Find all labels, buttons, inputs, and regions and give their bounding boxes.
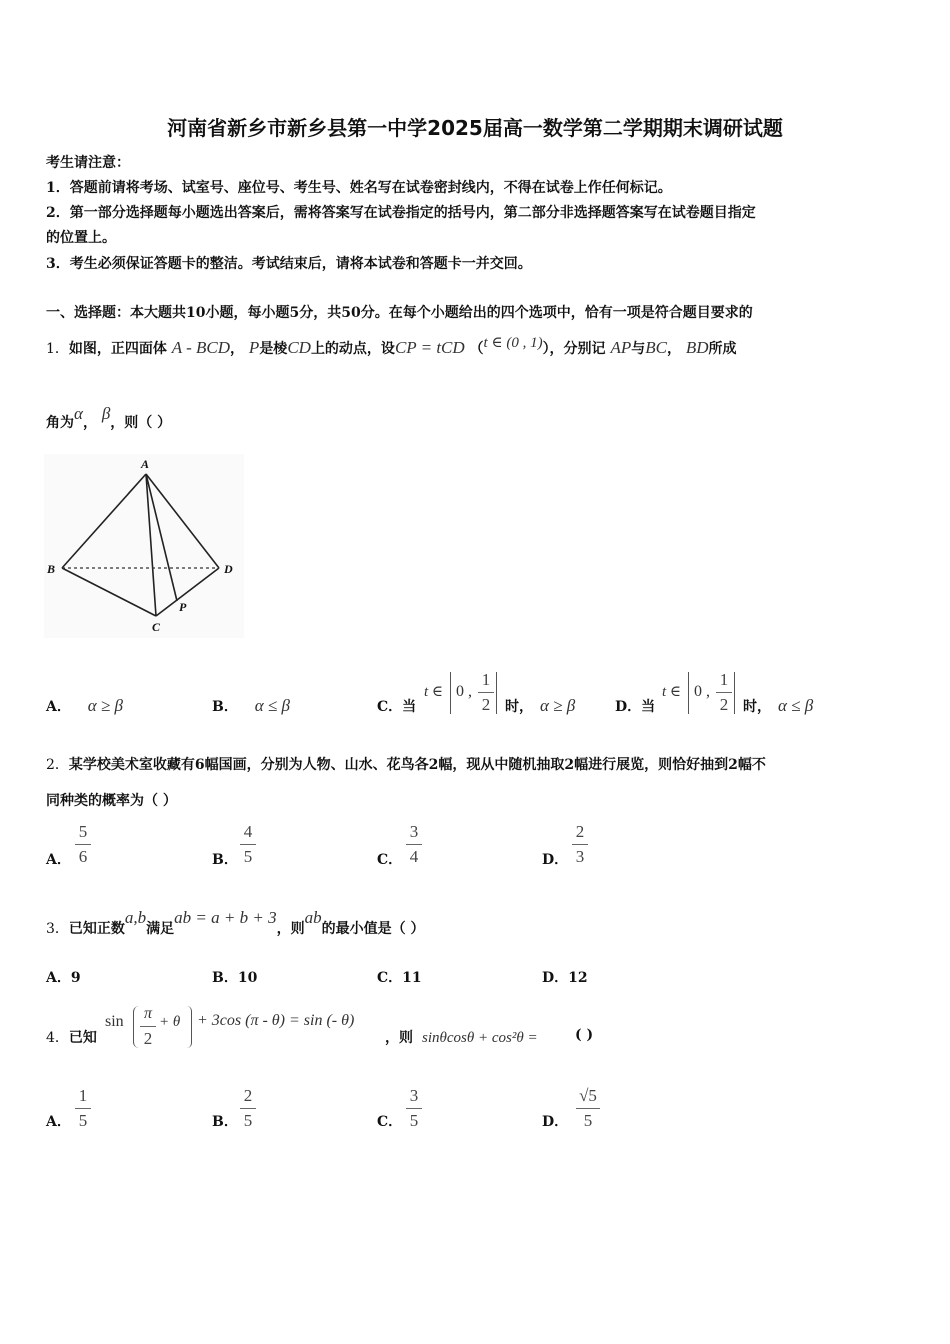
q1-option-d-t: t ∈ [662,684,682,700]
q4-option-b[interactable]: B． [212,1114,238,1130]
q2-option-b-frac: 4 5 [238,822,258,867]
q2-option-c-frac: 3 4 [404,822,424,867]
q1-text: 如图，正四面体 [68,341,167,357]
q2-option-a-frac: 5 6 [73,822,93,867]
q1-option-c-math: α ≥ β [540,696,576,715]
q1-option-c-label[interactable]: C．当 [377,699,417,715]
notice-item-2-cont: 的位置上。 [46,230,116,246]
math-bc: BC [645,338,667,357]
q4-option-a-frac: 1 5 [73,1086,93,1131]
q1-option-c-after: 时， [505,699,533,715]
q4-option-d[interactable]: D． [542,1114,569,1130]
math-ab-vars: a,b [124,908,147,927]
q3-option-c[interactable]: C．11 [377,970,422,986]
q4-option-b-frac: 2 5 [238,1086,258,1131]
label-b: B [47,562,56,576]
q1-option-c-zero: 0 , [456,683,472,700]
math-bd: BD [685,338,709,357]
notice-heading: 考生请注意： [46,155,130,171]
q3-option-b[interactable]: B．10 [212,970,258,986]
math-beta: β [101,404,111,423]
q1-option-d-label[interactable]: D．当 [615,699,656,715]
notice-item-3: 3．考生必须保证答题卡的整洁。考试结束后，请将本试卷和答题卡一并交回。 [46,256,532,272]
math-q4-rest: + 3cos (π - θ) = sin (- θ) [197,1012,355,1029]
math-q4-target: sinθcosθ + cos²θ = [422,1030,538,1046]
math-tetrahedron: A - BCD [171,338,231,357]
math-cp-eq: CP = tCD [394,338,465,357]
q1-option-b[interactable]: B． α ≤ β [212,696,290,715]
question-1-line-1: 1．如图，正四面体 A - BCD， P是棱CD上的动点，设CP = tCD （t ∈ (0 , 1)），分别记 AP与BC， BD所成 [46,335,737,357]
q4-option-c-frac: 3 5 [404,1086,424,1131]
math-alpha: α [74,404,83,423]
q4-option-a[interactable]: A． [46,1114,71,1130]
q1-option-d-math: α ≤ β [778,696,814,715]
q2-option-d[interactable]: D． [542,852,569,868]
math-plus-theta: + θ [159,1014,181,1030]
math-edge-cd: CD [287,338,311,357]
math-ap: AP [610,338,632,357]
question-3: 3．已知正数a,b满足ab = a + b + 3，则ab的最小值是（ ） [46,908,425,937]
q2-option-d-frac: 2 3 [570,822,590,867]
question-2-line-2: 同种类的概率为（ ） [46,793,177,809]
q2-option-b[interactable]: B． [212,852,238,868]
section-heading: 一、选择题：本大题共10小题，每小题5分，共50分。在每个小题给出的四个选项中，恰有一项是符合题目要求的 [46,305,753,321]
question-1-line-2: 角为α， β，则（ ） [46,404,172,431]
math-ab: ab [304,908,322,927]
page-title: 河南省新乡市新乡县第一中学2025届高一数学第二学期期末调研试题 [167,116,783,140]
q2-option-c[interactable]: C． [377,852,403,868]
math-t-range: t ∈ (0 , 1) [483,335,543,351]
q1-option-a[interactable]: A． α ≥ β [46,696,123,715]
label-p: P [179,600,187,614]
label-a: A [141,457,150,471]
q4-option-d-frac: √5 5 [574,1086,602,1131]
question-4-start: 4．已知 [46,1030,97,1046]
q1-option-d-after: 时， [743,699,771,715]
label-d: D [224,562,233,576]
label-c: C [152,620,161,634]
q1-option-d-zero: 0 , [694,683,710,700]
q4-then: ，则 [385,1030,413,1046]
question-number: 1． [46,341,69,357]
q3-option-d[interactable]: D．12 [542,970,588,986]
q1-option-d-half: 1 2 [714,670,734,715]
q1-option-c-half: 1 2 [476,670,496,715]
math-point-p: P [248,338,260,357]
q4-paren: ( ) [575,1027,594,1043]
tetrahedron-figure [44,454,244,638]
notice-item-2: 2．第一部分选择题每小题选出答案后，需将答案写在试卷指定的括号内，第二部分非选择题答案写在试卷题目指定 [46,205,756,221]
q4-option-c[interactable]: C． [377,1114,403,1130]
math-ab-eq: ab = a + b + 3 [174,908,277,927]
q3-option-a[interactable]: A．9 [46,970,81,986]
math-sin: sin [105,1013,124,1030]
q4-pi-over-2: π 2 [138,1004,158,1049]
q4-right-paren [187,1006,192,1048]
q2-option-a[interactable]: A． [46,852,71,868]
q1-option-c-t: t ∈ [424,684,444,700]
question-2-line-1: 2．某学校美术室收藏有6幅国画，分别为人物、山水、花鸟各2幅，现从中随机抽取2幅进行展览，则恰好抽到2幅不 [46,757,766,773]
notice-item-1: 1．答题前请将考场、试室号、座位号、考生号、姓名写在试卷密封线内，不得在试卷上作任何标记。 [46,180,672,196]
